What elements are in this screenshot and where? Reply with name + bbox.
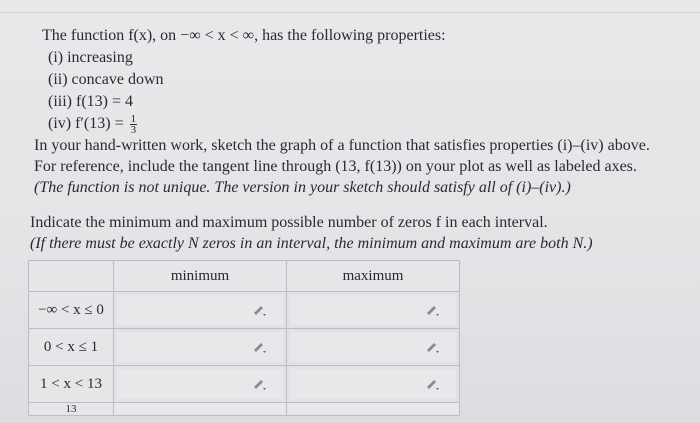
question-1: Indicate the minimum and maximum possible number of zeros f in each interval. xyxy=(30,214,548,231)
zeros-table xyxy=(28,260,460,416)
fraction-numerator: 1 xyxy=(130,113,137,125)
instruction-3: (The function is not unique. The version in your sketch should satisfy all of (i)–(iv).) xyxy=(34,179,571,196)
table-row xyxy=(29,403,460,416)
header-maximum: maximum xyxy=(287,261,460,292)
table-row xyxy=(29,292,460,329)
instruction-2: For reference, include the tangent line through (13, f(13)) on your plot as well as labeled axes. xyxy=(34,158,637,175)
pencil-dropdown-icon[interactable] xyxy=(252,378,268,392)
instruction-1: In your hand-written work, sketch the graph of a function that satisfies properties (i)–(iv) above. xyxy=(34,137,650,154)
table-row xyxy=(29,329,460,366)
header-blank xyxy=(29,261,114,292)
maximum-input[interactable] xyxy=(287,329,460,366)
minimum-input[interactable] xyxy=(114,292,287,329)
maximum-input[interactable] xyxy=(287,403,460,416)
table-header-row xyxy=(29,261,460,292)
row-interval-label: 1 < x < 13 xyxy=(29,366,114,403)
row-interval-label: 0 < x ≤ 1 xyxy=(29,329,114,366)
property-1: (i) increasing xyxy=(48,49,133,66)
minimum-input[interactable] xyxy=(114,329,287,366)
property-2: (ii) concave down xyxy=(48,71,164,88)
top-divider xyxy=(0,12,700,13)
property-4-fraction xyxy=(130,114,138,135)
row-interval-label: −∞ < x ≤ 0 xyxy=(29,292,114,329)
pencil-dropdown-icon[interactable] xyxy=(252,341,268,355)
row-interval-label: 13 xyxy=(29,403,114,416)
pencil-dropdown-icon[interactable] xyxy=(425,304,441,318)
maximum-input[interactable] xyxy=(287,292,460,329)
problem-intro: The function f(x), on −∞ < x < ∞, has the following properties: xyxy=(42,27,446,44)
question-2: (If there must be exactly N zeros in an interval, the minimum and maximum are both N.) xyxy=(30,235,593,252)
pencil-dropdown-icon[interactable] xyxy=(425,378,441,392)
property-3: (iii) f(13) = 4 xyxy=(48,93,133,110)
header-minimum: minimum xyxy=(114,261,287,292)
maximum-input[interactable] xyxy=(287,366,460,403)
minimum-input[interactable] xyxy=(114,366,287,403)
pencil-dropdown-icon[interactable] xyxy=(425,341,441,355)
property-4-label: (iv) f′(13) = xyxy=(48,115,124,133)
property-4 xyxy=(48,114,137,135)
fraction-denominator: 3 xyxy=(130,124,137,136)
table-row xyxy=(29,366,460,403)
minimum-input[interactable] xyxy=(114,403,287,416)
pencil-dropdown-icon[interactable] xyxy=(252,304,268,318)
